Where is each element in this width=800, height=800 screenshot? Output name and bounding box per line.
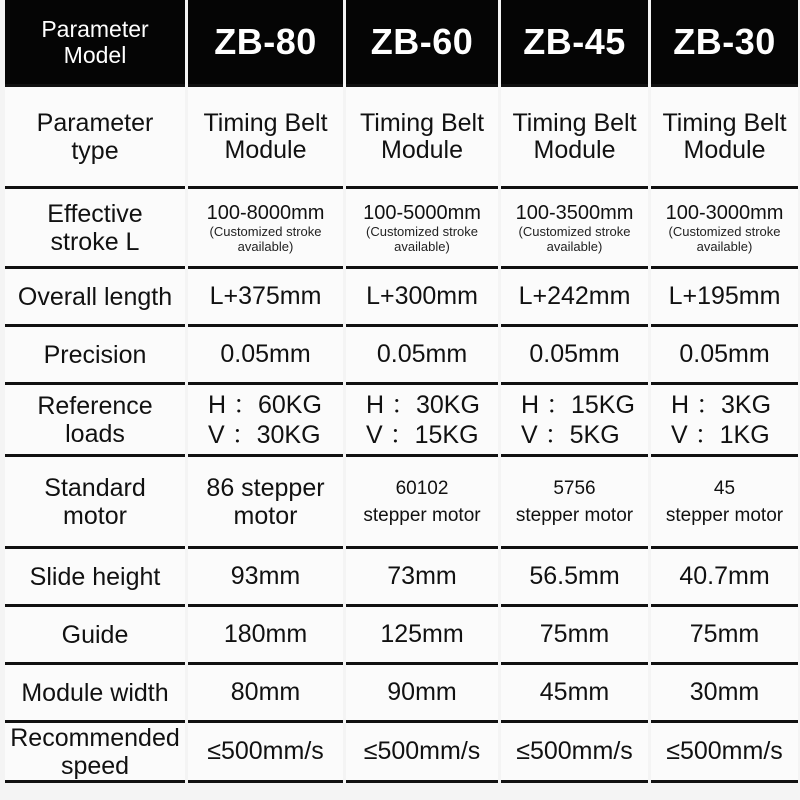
row-recommended-speed	[5, 723, 798, 783]
row-label	[5, 189, 185, 269]
load-horizontal: H ：15KG	[521, 390, 635, 419]
table-cell	[501, 189, 648, 269]
stroke-note: available)	[394, 238, 450, 254]
row-label-line: Effective	[47, 199, 143, 228]
row-module-width	[5, 665, 798, 723]
cell-line: Timing Belt	[512, 108, 637, 137]
table-cell: 93mm	[188, 549, 343, 607]
stroke-note: (Customized stroke	[366, 223, 478, 239]
table-cell: 0.05mm	[346, 327, 498, 385]
table-cell: 90mm	[346, 665, 498, 723]
row-guide	[5, 607, 798, 665]
table-cell: ≤500mm/s	[501, 723, 648, 783]
table-cell: L+375mm	[188, 269, 343, 327]
table-cell: L+195mm	[651, 269, 798, 327]
table-cell: 75mm	[651, 607, 798, 665]
load-horizontal: H ：3KG	[671, 390, 772, 419]
table-cell: 40.7mm	[651, 549, 798, 607]
cell-line: Timing Belt	[359, 108, 485, 137]
corner-label-model: Model	[63, 42, 127, 68]
table-cell: 0.05mm	[188, 327, 343, 385]
table-cell	[501, 385, 648, 457]
table-cell: L+242mm	[501, 269, 648, 327]
row-label-line: Reference	[37, 391, 153, 420]
row-label-line: Parameter	[36, 108, 154, 137]
row-label	[5, 84, 185, 189]
stroke-note: (Customized stroke	[209, 223, 322, 239]
stroke-value: 100-8000mm	[206, 201, 325, 224]
table-cell	[188, 189, 343, 269]
load-vertical: V ：5KG	[521, 420, 620, 449]
cell-line: 5756	[553, 477, 596, 499]
cell-line: 86 stepper	[206, 473, 325, 502]
model-header: ZB-60	[346, 0, 498, 84]
table-cell: 180mm	[188, 607, 343, 665]
table-cell	[346, 189, 498, 269]
load-vertical: V ：15KG	[366, 420, 479, 449]
row-slide-height	[5, 549, 798, 607]
table-cell	[188, 385, 343, 457]
model-header: ZB-45	[501, 0, 648, 84]
row-label-line: stroke L	[50, 227, 140, 256]
stroke-note: available)	[237, 238, 294, 254]
row-reference-loads	[5, 385, 798, 457]
cell-line: motor	[233, 501, 298, 530]
table-cell: 125mm	[346, 607, 498, 665]
stroke-note: available)	[696, 238, 753, 254]
row-label: Slide height	[5, 549, 185, 607]
row-overall-length	[5, 269, 798, 327]
cell-line: stepper motor	[665, 504, 784, 526]
table-cell	[501, 84, 648, 189]
table-cell: 0.05mm	[651, 327, 798, 385]
table-cell: ≤500mm/s	[346, 723, 498, 783]
row-label-line: motor	[63, 501, 127, 530]
cell-line: Module	[533, 135, 616, 164]
table-cell	[651, 189, 798, 269]
table-cell	[188, 457, 343, 549]
row-precision	[5, 327, 798, 385]
stroke-note: (Customized stroke	[518, 223, 631, 239]
table-cell	[651, 84, 798, 189]
table-cell	[651, 457, 798, 549]
row-label	[5, 457, 185, 549]
table-cell: 80mm	[188, 665, 343, 723]
cell-line: stepper motor	[363, 504, 481, 526]
row-label-line: Standard	[44, 473, 146, 502]
stroke-note: available)	[546, 238, 603, 254]
table-cell: 73mm	[346, 549, 498, 607]
row-label-line: Recommended	[10, 723, 180, 752]
table-cell	[346, 457, 498, 549]
cell-line: Module	[381, 135, 463, 164]
stroke-note: (Customized stroke	[668, 223, 781, 239]
load-vertical: V ：30KG	[208, 420, 321, 449]
table-cell: 30mm	[651, 665, 798, 723]
corner-label-parameter: Parameter	[41, 16, 149, 42]
header-row	[5, 0, 798, 84]
row-label	[5, 723, 185, 783]
stroke-value: 100-5000mm	[363, 201, 481, 224]
row-effective-stroke	[5, 189, 798, 269]
load-vertical: V ：1KG	[671, 420, 770, 449]
cell-line: 60102	[395, 477, 449, 499]
table-cell: 45mm	[501, 665, 648, 723]
stroke-value: 100-3500mm	[515, 201, 634, 224]
cell-line: Module	[683, 135, 766, 164]
table-cell: L+300mm	[346, 269, 498, 327]
table-cell: ≤500mm/s	[188, 723, 343, 783]
load-horizontal: H ：30KG	[366, 390, 480, 419]
table-cell: 75mm	[501, 607, 648, 665]
row-label: Module width	[5, 665, 185, 723]
row-label-line: speed	[60, 751, 130, 780]
row-parameter-type	[5, 84, 798, 189]
row-label	[5, 385, 185, 457]
table-cell	[346, 385, 498, 457]
model-header: ZB-30	[651, 0, 798, 84]
row-label-line: loads	[65, 419, 125, 448]
cell-line: stepper motor	[515, 504, 634, 526]
cell-line: Timing Belt	[203, 108, 328, 137]
table-cell: 56.5mm	[501, 549, 648, 607]
table-cell: 0.05mm	[501, 327, 648, 385]
table-cell	[651, 385, 798, 457]
model-header: ZB-80	[188, 0, 343, 84]
load-horizontal: H ：60KG	[208, 390, 322, 419]
stroke-value: 100-3000mm	[665, 201, 784, 224]
table-cell	[501, 457, 648, 549]
spec-table	[2, 0, 800, 783]
table-cell	[188, 84, 343, 189]
row-label: Guide	[5, 607, 185, 665]
row-label-line: type	[71, 136, 119, 165]
row-label: Precision	[5, 327, 185, 385]
table-cell	[346, 84, 498, 189]
corner-cell	[5, 0, 185, 84]
cell-line: Module	[224, 135, 307, 164]
cell-line: Timing Belt	[662, 108, 787, 137]
table-cell: ≤500mm/s	[651, 723, 798, 783]
cell-line: 45	[713, 477, 736, 499]
row-standard-motor	[5, 457, 798, 549]
row-label: Overall length	[5, 269, 185, 327]
